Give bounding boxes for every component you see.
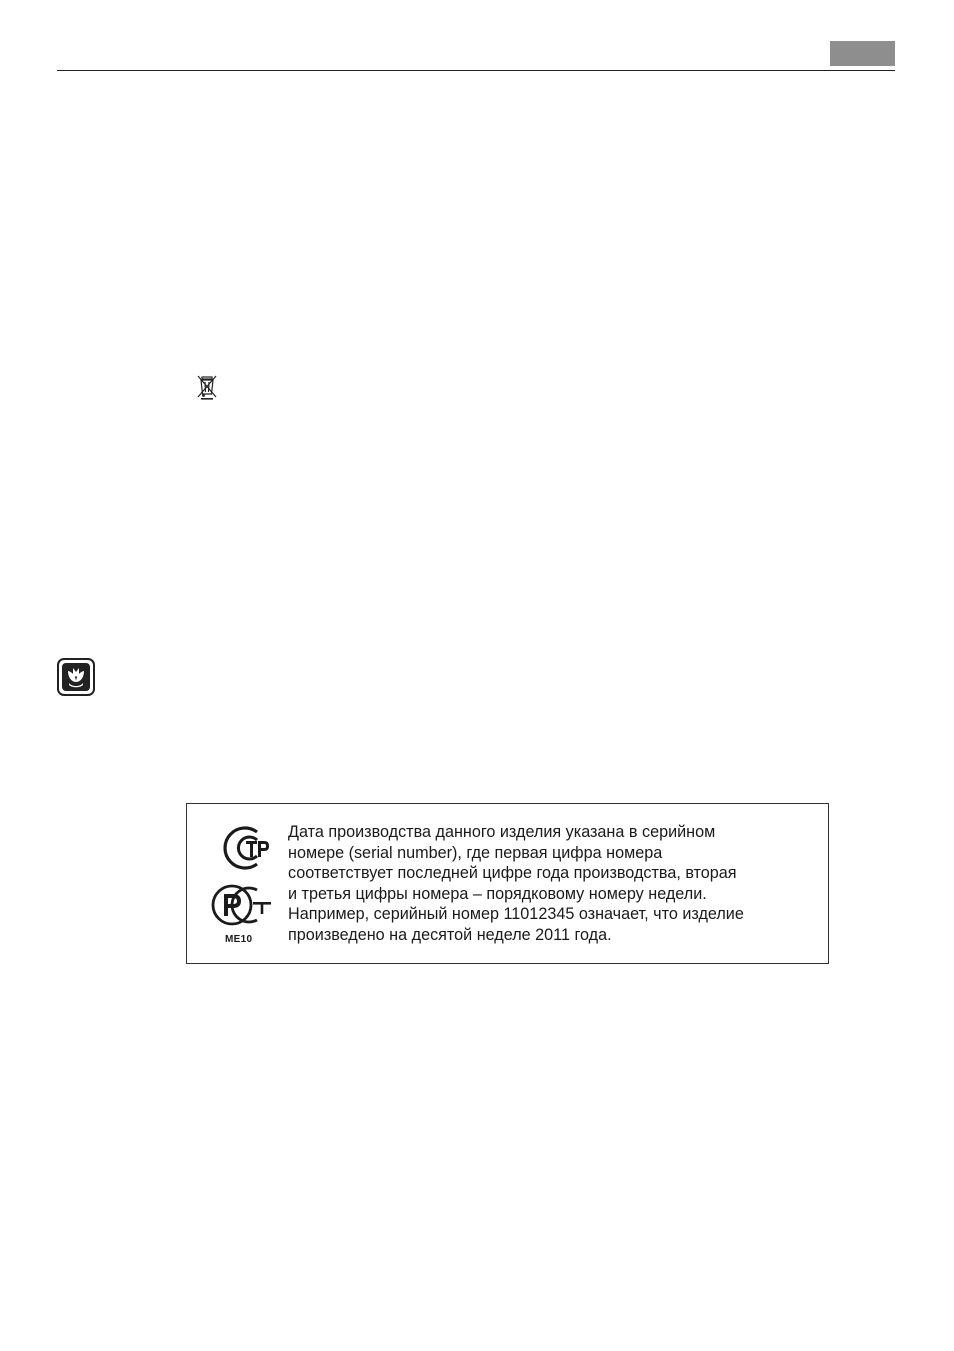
- notice-line: и третья цифры номера – порядковому номеру недели.: [288, 884, 707, 903]
- header-language-tab: [830, 41, 895, 66]
- certification-code: ME10: [225, 934, 253, 945]
- environment-flower-icon: [57, 658, 95, 696]
- pct-mark-icon: [211, 882, 273, 928]
- notice-line: произведено на десятой неделе 2011 года.: [288, 925, 612, 944]
- header-rule: [57, 70, 895, 71]
- notice-line: соответствует последней цифре года производства, вторая: [288, 864, 737, 883]
- certification-box: [186, 803, 829, 964]
- notice-line: Дата производства данного изделия указана в серийном: [288, 823, 716, 841]
- tr-mark-icon: [211, 822, 273, 874]
- notice-line: Например, серийный номер 11012345 означает, что изделие: [288, 905, 744, 924]
- crossed-out-bin-icon: [195, 374, 219, 400]
- production-date-notice: [288, 822, 818, 946]
- notice-line: номере (serial number), где первая цифра номера: [288, 843, 663, 862]
- certification-logos: [211, 822, 277, 952]
